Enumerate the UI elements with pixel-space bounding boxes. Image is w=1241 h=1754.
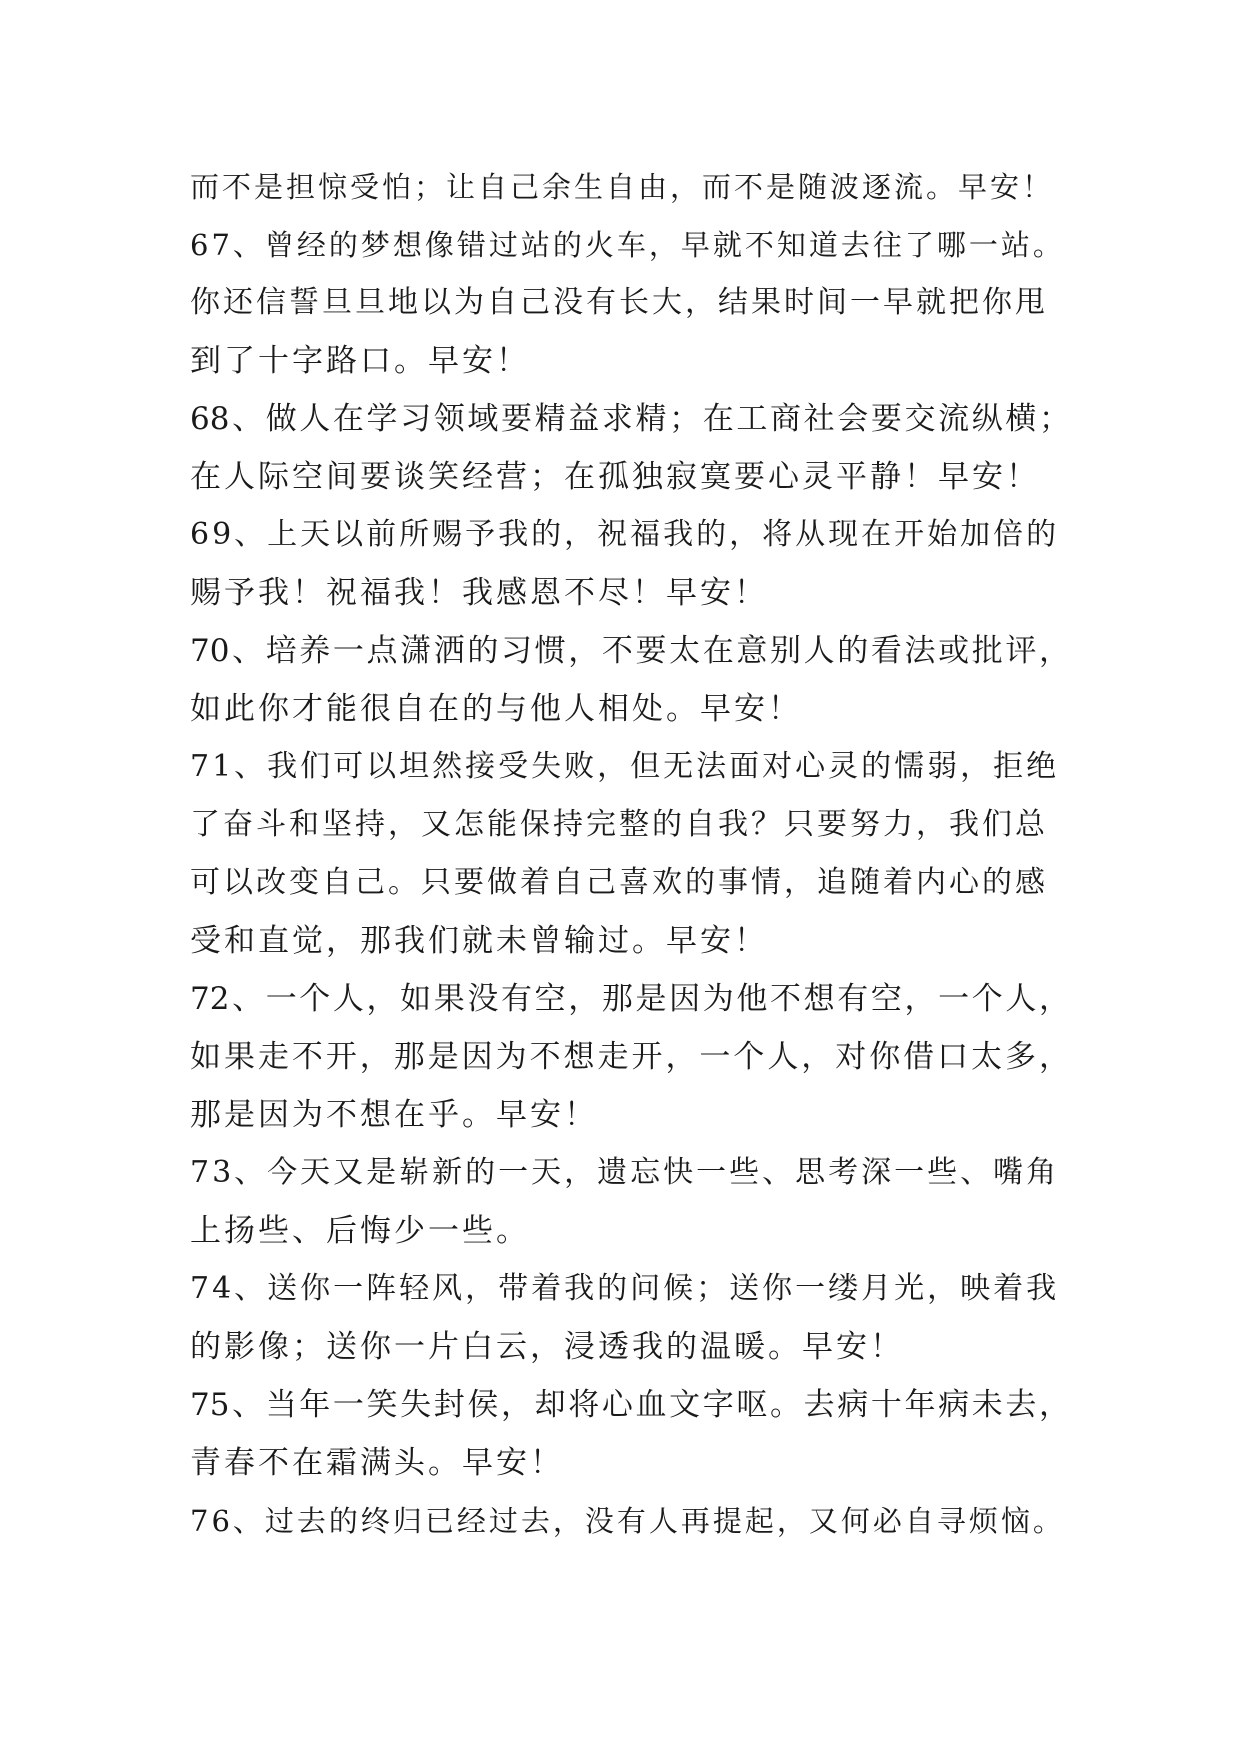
text-line: 青春不在霜满头。早安！ [190,1445,564,1481]
text-line: 73、今天又是崭新的一天，遗忘快一些、思考深一些、嘴角 [190,1155,1060,1190]
text-line: 68、做人在学习领域要精益求精；在工商社会要交流纵横； [190,401,1070,437]
text-line: 74、送你一阵轻风，带着我的问候；送你一缕月光，映着我 [190,1271,1060,1306]
text-line: 到了十字路口。早安！ [190,343,530,379]
text-line: 如此你才能很自在的与他人相处。早安！ [190,691,802,727]
text-line: 69、上天以前所赐予我的，祝福我的，将从现在开始加倍的 [190,517,1060,552]
text-line: 而不是担惊受怕；让自己余生自由，而不是随波逐流。早安！ [190,170,1055,204]
text-line: 71、我们可以坦然接受失败，但无法面对心灵的懦弱，拒绝 [190,749,1060,784]
text-line: 受和直觉，那我们就未曾输过。早安！ [190,923,768,959]
text-line: 在人际空间要谈笑经营；在孤独寂寞要心灵平静！早安！ [190,459,1040,495]
text-line: 那是因为不想在乎。早安！ [190,1097,598,1133]
text-line: 上扬些、后悔少一些。 [190,1213,530,1249]
text-line: 可以改变自己。只要做着自己喜欢的事情，追随着内心的感 [190,865,1048,900]
text-line: 70、培养一点潇洒的习惯，不要太在意别人的看法或批评， [190,633,1070,669]
text-line: 你还信誓旦旦地以为自己没有长大，结果时间一早就把你甩 [190,285,1048,320]
text-line: 赐予我！祝福我！我感恩不尽！早安！ [190,575,768,611]
text-line: 76、过去的终归已经过去，没有人再提起，又何必自寻烦恼。 [190,1504,1065,1538]
text-line: 的影像；送你一片白云，浸透我的温暖。早安！ [190,1329,904,1365]
text-line: 如果走不开，那是因为不想走开，一个人，对你借口太多， [190,1039,1070,1075]
text-line: 72、一个人，如果没有空，那是因为他不想有空，一个人， [190,981,1070,1017]
text-line: 了奋斗和坚持，又怎能保持完整的自我？只要努力，我们总 [190,807,1048,842]
text-line: 67、曾经的梦想像错过站的火车，早就不知道去往了哪一站。 [190,228,1065,262]
document-page [190,158,1070,1550]
text-line: 75、当年一笑失封侯，却将心血文字呕。去病十年病未去， [190,1387,1070,1423]
